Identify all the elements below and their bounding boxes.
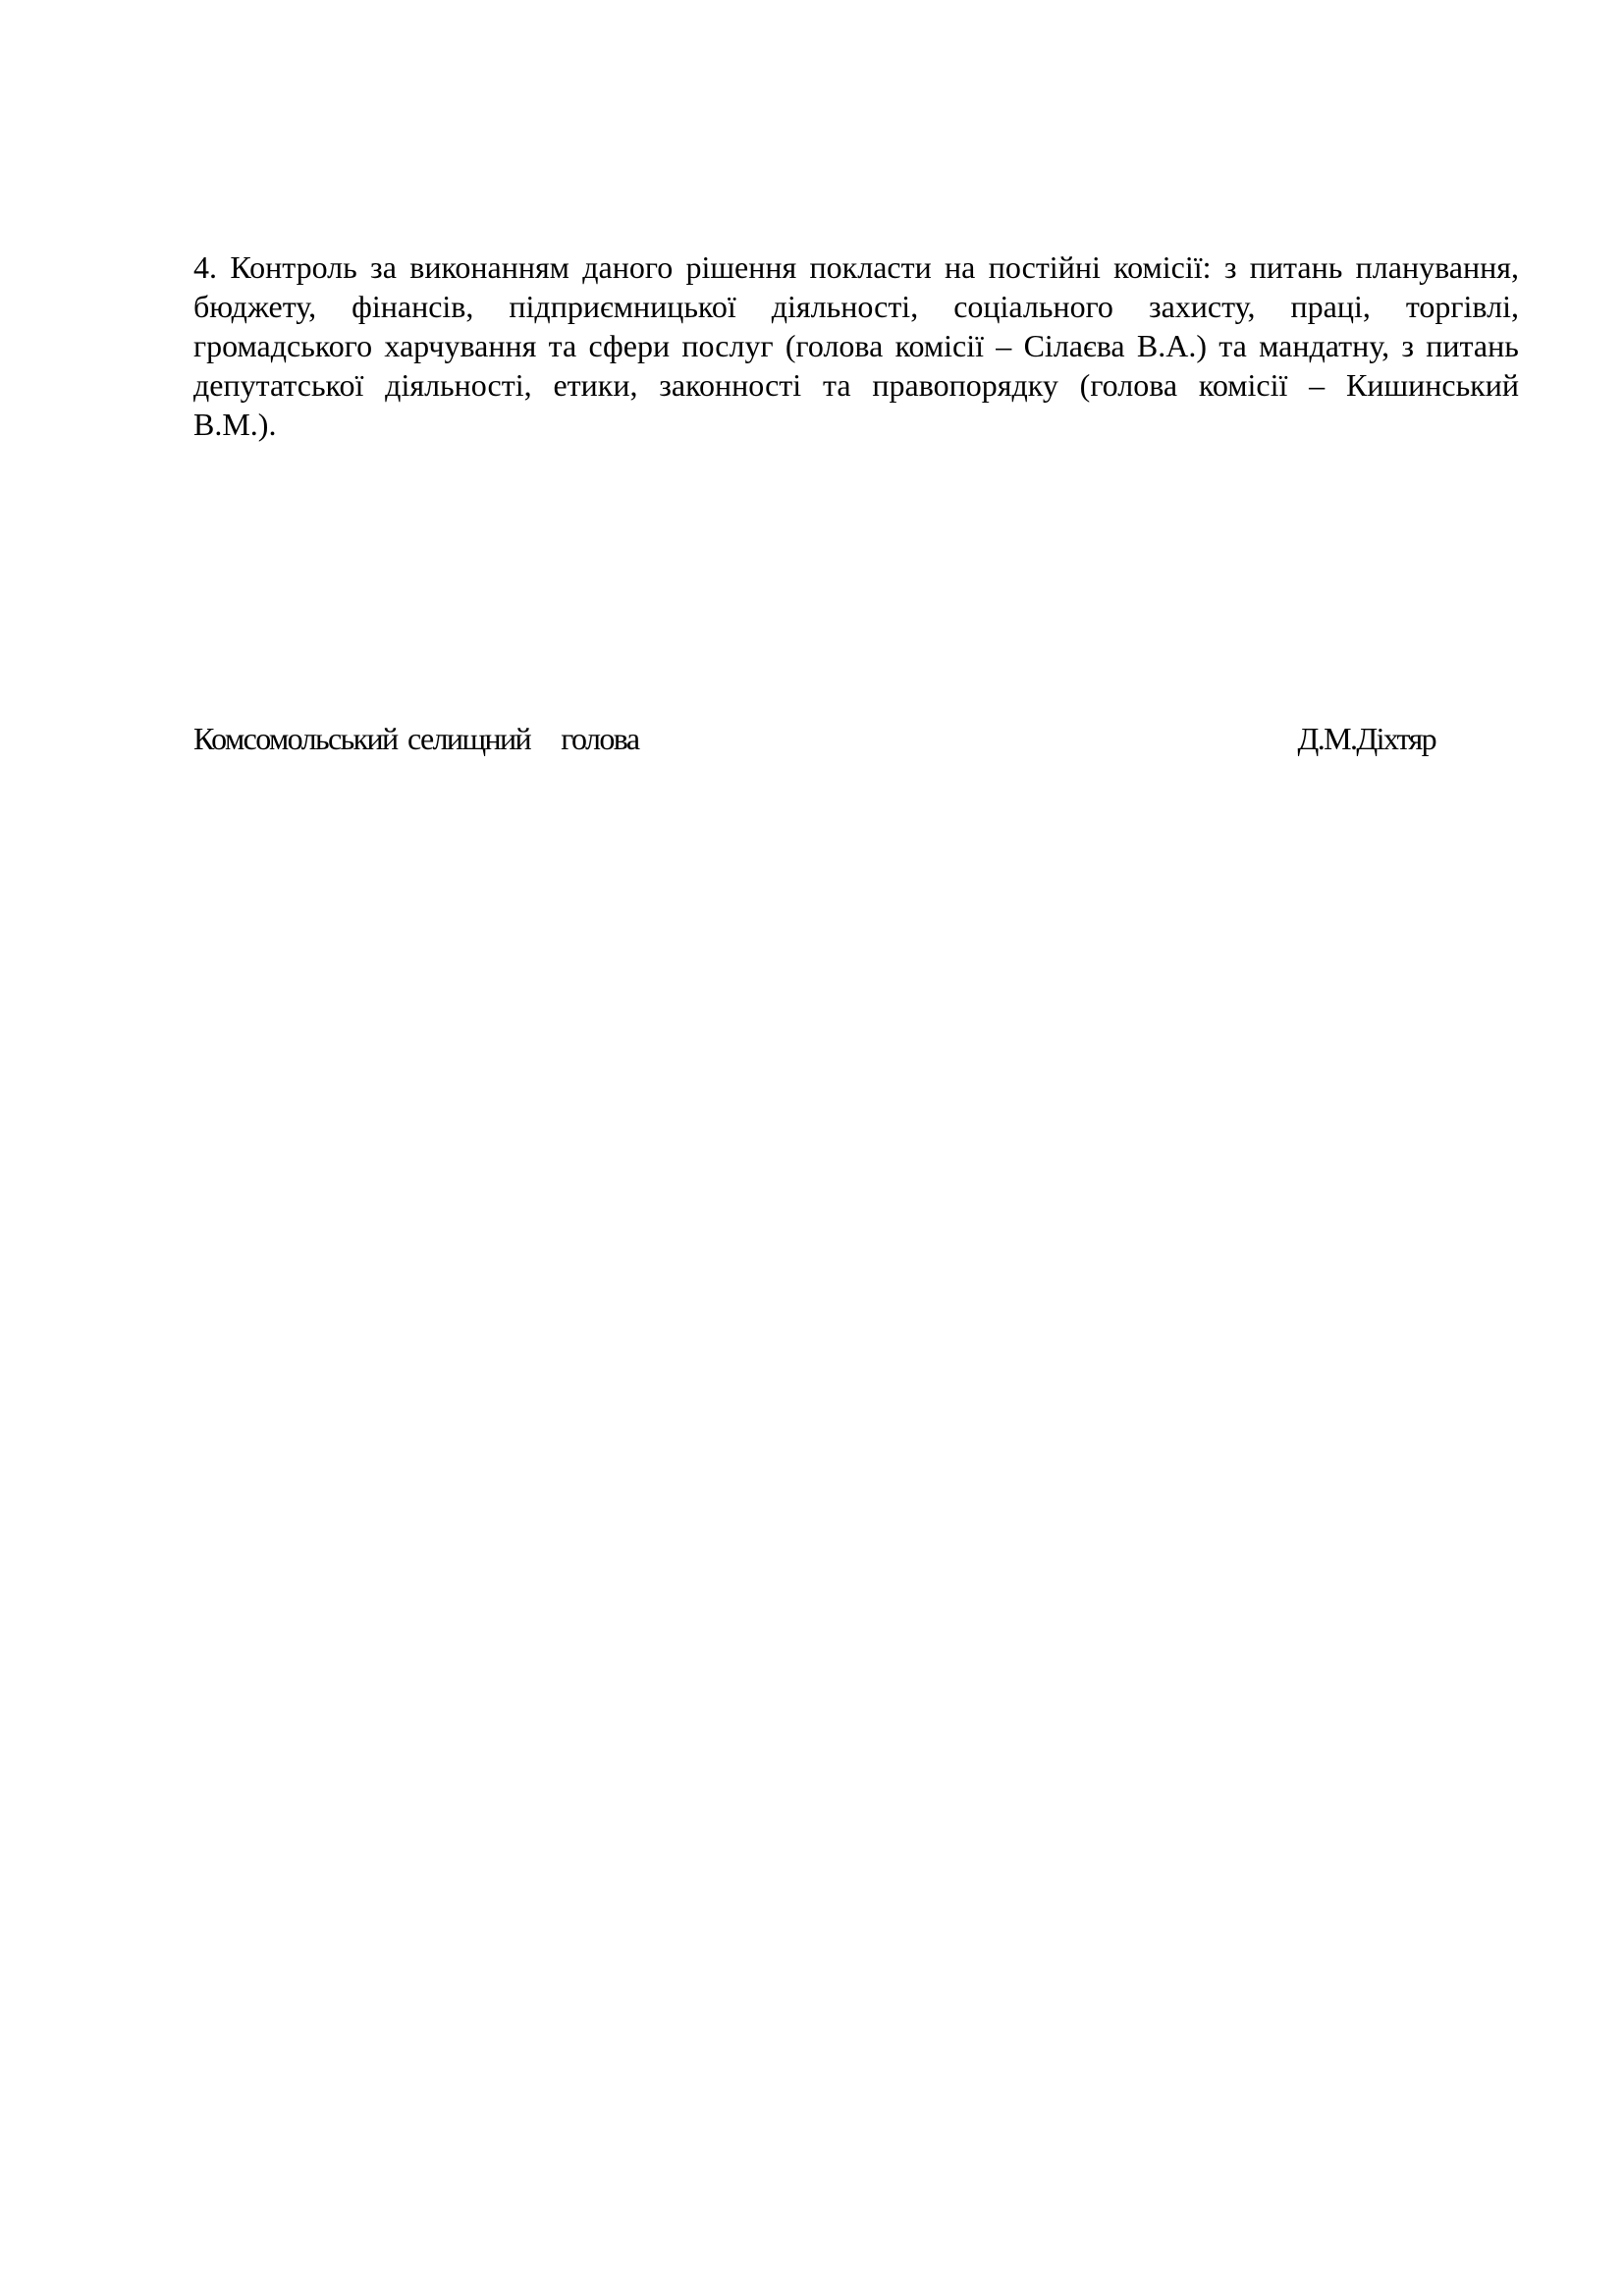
- paragraph-word: підприємницької: [509, 289, 736, 324]
- paragraph-word: покласти: [809, 249, 932, 285]
- paragraph-word: діяльності,: [385, 367, 532, 403]
- paragraph-word: захисту,: [1148, 289, 1256, 324]
- paragraph-word: соціального: [953, 289, 1113, 324]
- paragraph-word: бюджету,: [193, 289, 317, 324]
- paragraph-word: постійні: [988, 249, 1101, 285]
- paragraph-word: за: [370, 249, 397, 285]
- paragraph-word: та: [548, 328, 577, 363]
- signatory-position: Комсомольський селищний голова: [193, 721, 639, 756]
- paragraph-word: сфери: [588, 328, 671, 363]
- paragraph-word: фінансів,: [352, 289, 474, 324]
- paragraph-word: та: [822, 367, 851, 403]
- paragraph-word: та: [1218, 328, 1247, 363]
- paragraph-word: громадського: [193, 328, 373, 363]
- paragraph-word: комісії: [894, 328, 985, 363]
- paragraph-word: Сілаєва: [1023, 328, 1125, 363]
- paragraph-word: В.А.): [1136, 328, 1207, 363]
- control-paragraph: [193, 247, 1519, 444]
- paragraph-word: Контроль: [230, 249, 357, 285]
- paragraph-word: виконанням: [409, 249, 569, 285]
- paragraph-word: (голова: [1079, 367, 1178, 403]
- paragraph-word: з: [1223, 249, 1237, 285]
- paragraph-word: торгівлі,: [1405, 289, 1519, 324]
- paragraph-word: діяльності,: [771, 289, 919, 324]
- paragraph-word: рішення: [685, 249, 797, 285]
- paragraph-word: комісії:: [1113, 249, 1212, 285]
- paragraph-word: комісії: [1198, 367, 1288, 403]
- paragraph-line-3: [193, 326, 1519, 365]
- paragraph-word: праці,: [1290, 289, 1371, 324]
- paragraph-word: законності: [659, 367, 802, 403]
- paragraph-line-1: [193, 247, 1519, 287]
- paragraph-word: –: [1309, 367, 1326, 403]
- paragraph-word: правопорядку: [872, 367, 1058, 403]
- paragraph-word: з: [1401, 328, 1414, 363]
- paragraph-line-5: В.М.).: [193, 407, 277, 442]
- paragraph-word: мандатну,: [1259, 328, 1390, 363]
- paragraph-word: на: [945, 249, 976, 285]
- paragraph-word: етики,: [553, 367, 638, 403]
- paragraph-word: планування,: [1355, 249, 1519, 285]
- paragraph-word: –: [996, 328, 1012, 363]
- paragraph-word: послуг: [681, 328, 774, 363]
- paragraph-word: питань: [1249, 249, 1343, 285]
- paragraph-word: питань: [1426, 328, 1519, 363]
- paragraph-line-2: [193, 287, 1519, 326]
- paragraph-line-4: [193, 365, 1519, 405]
- paragraph-word: Кишинський: [1346, 367, 1519, 403]
- paragraph-word: 4.: [193, 249, 217, 285]
- paragraph-word: харчування: [384, 328, 537, 363]
- signatory-name: Д.М.Діхтяр: [1297, 721, 1435, 756]
- paragraph-word: даного: [582, 249, 674, 285]
- paragraph-word: (голова: [785, 328, 884, 363]
- paragraph-word: депутатської: [193, 367, 364, 403]
